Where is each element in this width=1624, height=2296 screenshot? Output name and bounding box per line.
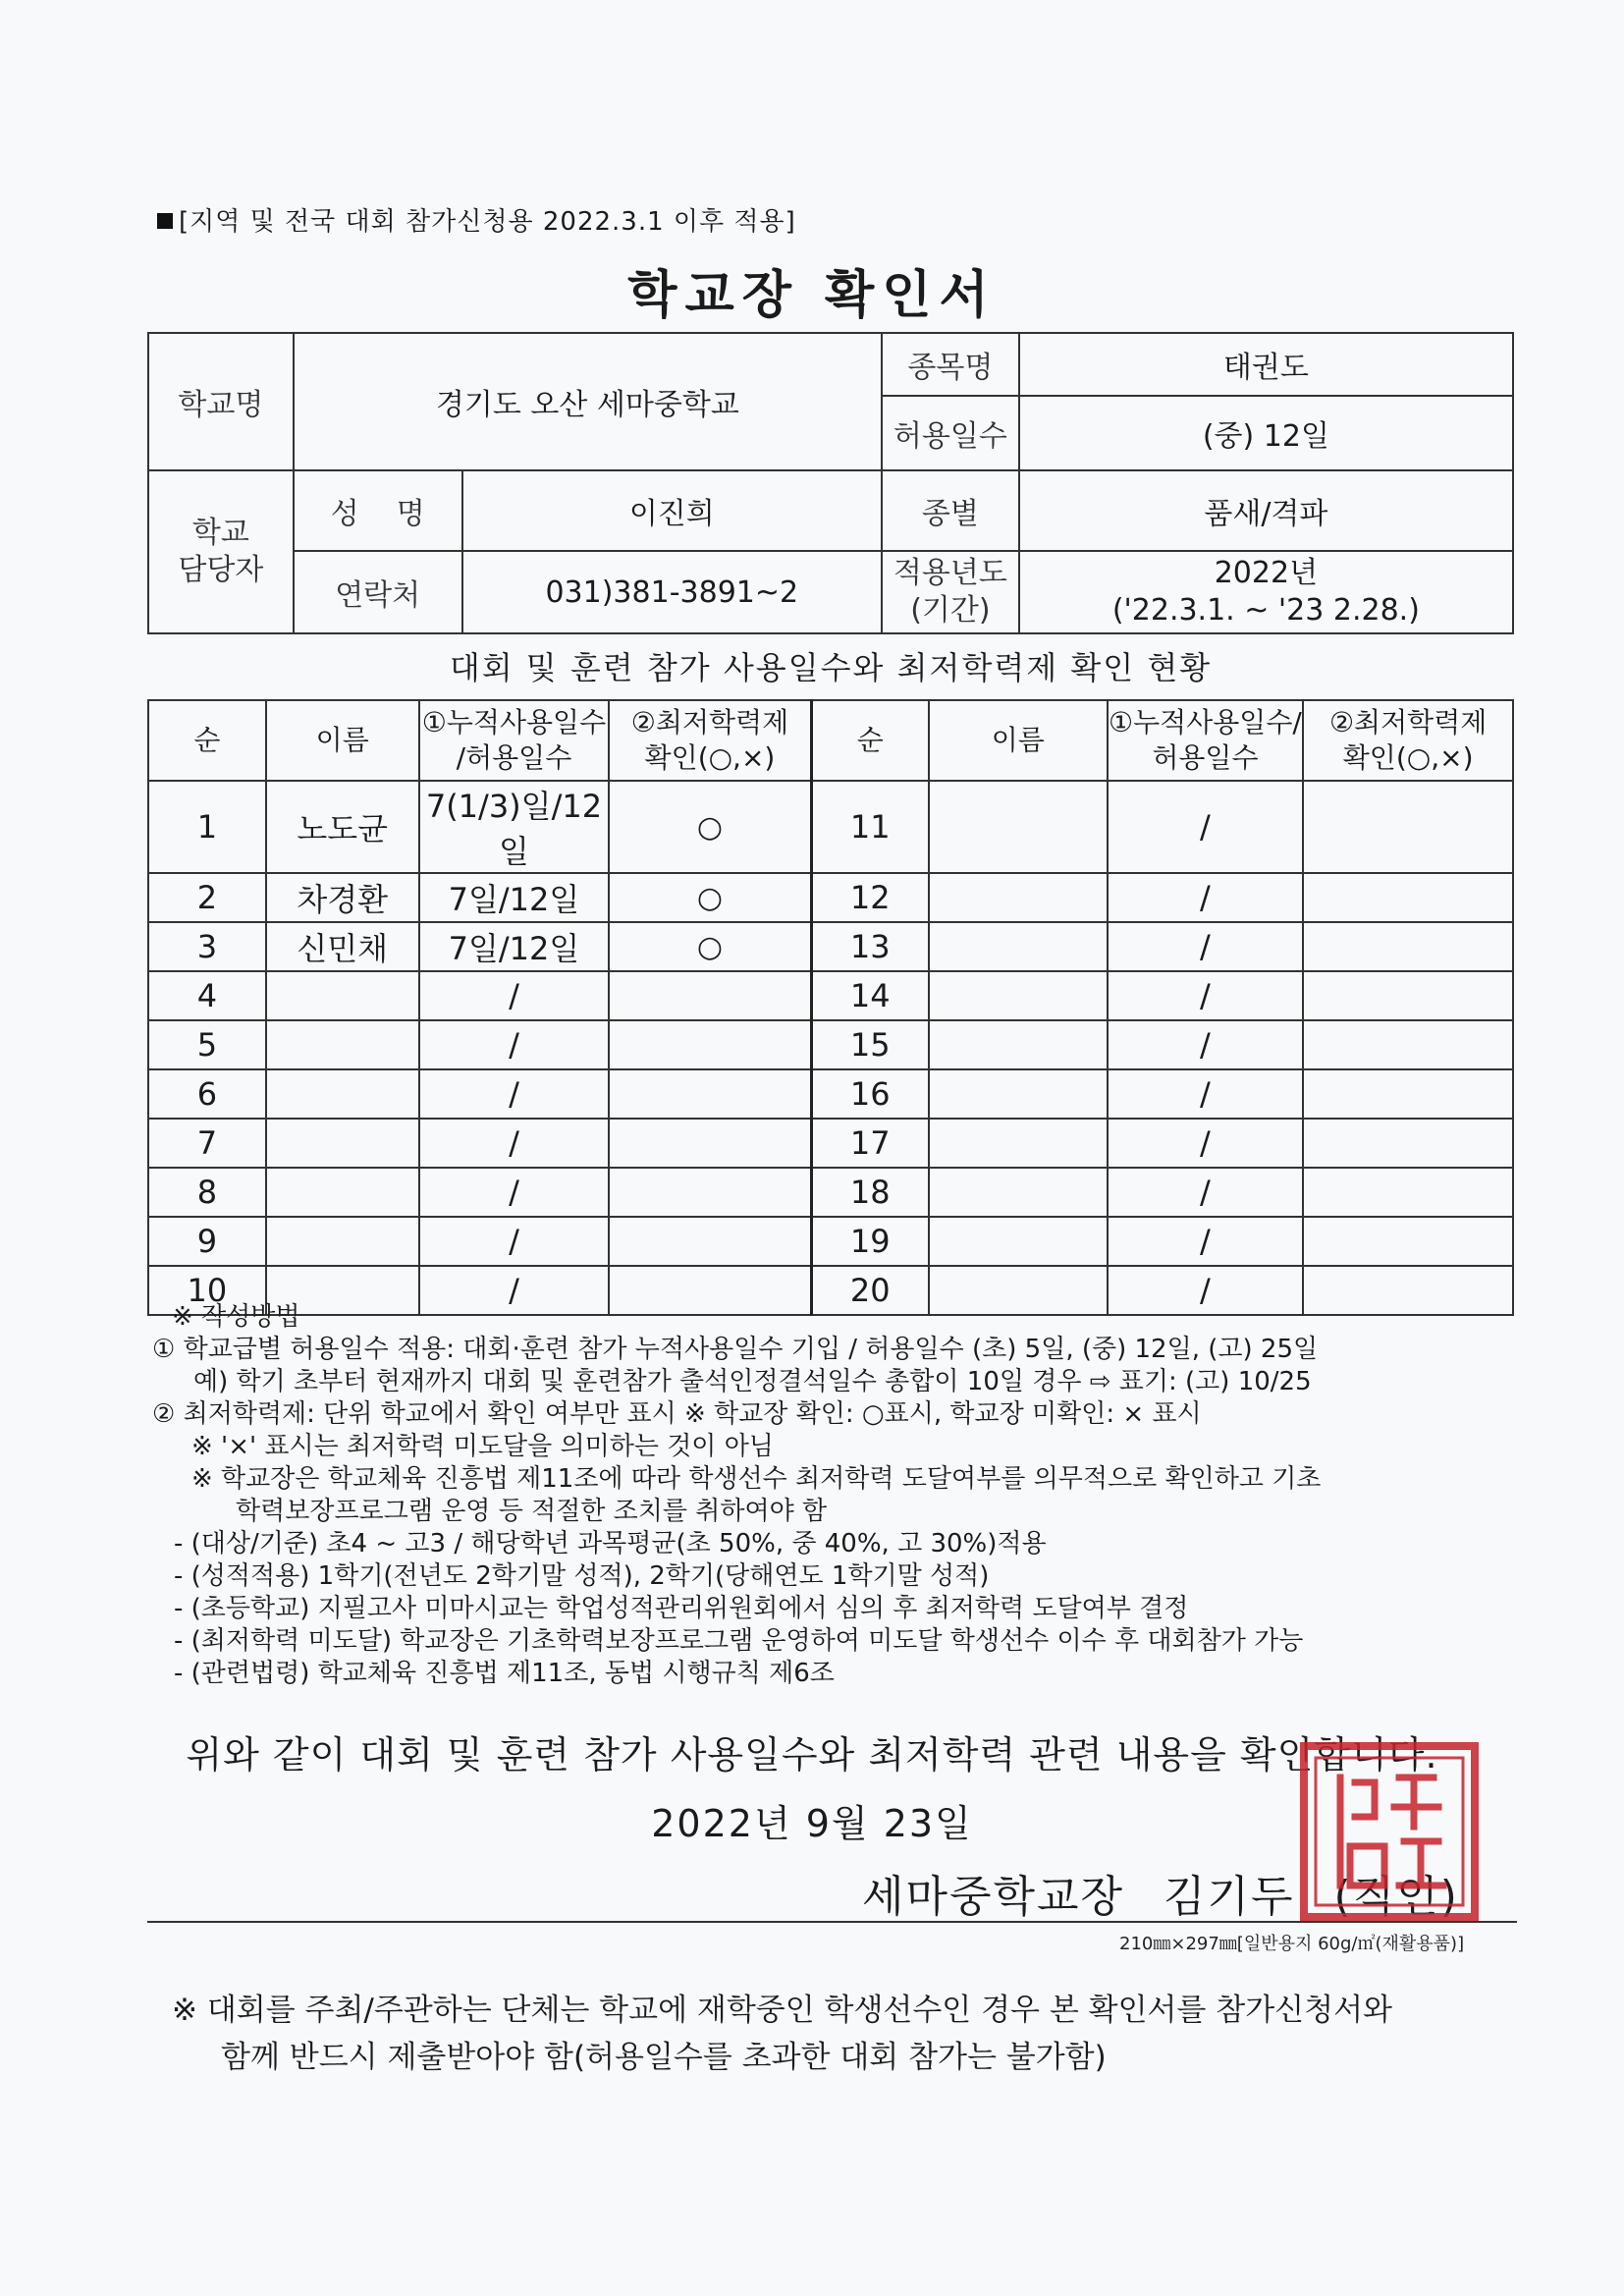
min-academic-check bbox=[609, 1069, 811, 1119]
used-days: / bbox=[419, 1119, 610, 1168]
sport-label: 종목명 bbox=[882, 333, 1019, 396]
signer-school: 세마중학교장 bbox=[862, 1872, 1125, 1922]
note-item: ① 학교급별 허용일수 적용: 대회·훈련 참가 누적사용일수 기입 / 허용일수 (초) 5일, (중) 12일, (고) 25일 bbox=[152, 1335, 1319, 1364]
student-name bbox=[929, 1119, 1108, 1168]
row-number: 3 bbox=[148, 922, 266, 971]
used-days: / bbox=[419, 1069, 610, 1119]
header-name: 이름 bbox=[266, 700, 419, 781]
student-name bbox=[266, 1168, 419, 1217]
note-item: ② 최저학력제: 단위 학교에서 확인 여부만 표시 ※ 학교장 확인: ○표시, 학교장 미확인: × 표시 bbox=[152, 1399, 1202, 1429]
paper-spec: 210㎜×297㎜[일반용지 60g/㎡(재활용품)] bbox=[1119, 1934, 1465, 1954]
contact-value: 031)381-3891~2 bbox=[462, 551, 882, 633]
row-number: 10 bbox=[148, 1266, 266, 1315]
category-value: 품새/격파 bbox=[1019, 470, 1513, 551]
used-days: / bbox=[1108, 1168, 1304, 1217]
min-academic-check bbox=[1303, 873, 1513, 922]
student-name bbox=[266, 1020, 419, 1069]
used-days: / bbox=[1108, 781, 1304, 873]
min-academic-check bbox=[609, 1217, 811, 1266]
footer-line-2: 함께 반드시 제출받아야 함(허용일수를 초과한 대회 참가는 불가함) bbox=[221, 2040, 1107, 2075]
student-name: 차경환 bbox=[266, 873, 419, 922]
min-academic-check bbox=[1303, 922, 1513, 971]
student-name bbox=[929, 781, 1108, 873]
row-number: 12 bbox=[811, 873, 929, 922]
min-academic-check bbox=[1303, 1217, 1513, 1266]
student-name bbox=[929, 1168, 1108, 1217]
footer-divider bbox=[147, 1921, 1517, 1923]
min-academic-check: ○ bbox=[609, 781, 811, 873]
used-days: 7(1/3)일/12일 bbox=[419, 781, 610, 873]
note-item: ※ 학교장은 학교체육 진흥법 제11조에 따라 학생선수 최저학력 도달여부를 의무적으로 확인하고 기초 bbox=[191, 1464, 1322, 1494]
manager-name: 이진희 bbox=[462, 470, 882, 551]
info-table bbox=[147, 332, 1514, 634]
allowed-days-value: (중) 12일 bbox=[1019, 396, 1513, 470]
sport-value: 태권도 bbox=[1019, 333, 1513, 396]
min-academic-check bbox=[609, 1119, 811, 1168]
category-label: 종별 bbox=[882, 470, 1019, 551]
row-number: 18 bbox=[811, 1168, 929, 1217]
min-academic-check bbox=[1303, 1020, 1513, 1069]
used-days: / bbox=[1108, 922, 1304, 971]
used-days: / bbox=[419, 971, 610, 1020]
school-name: 경기도 오산 세마중학교 bbox=[294, 333, 882, 470]
name-label: 성 명 bbox=[294, 470, 462, 551]
used-days: / bbox=[419, 1266, 610, 1315]
row-number: 20 bbox=[811, 1266, 929, 1315]
row-number: 8 bbox=[148, 1168, 266, 1217]
issue-date: 2022년 9월 23일 bbox=[651, 1802, 973, 1845]
table-row bbox=[148, 1217, 1513, 1266]
header-note: [지역 및 전국 대회 참가신청용 2022.3.1 이후 적용] bbox=[157, 201, 796, 238]
school-label: 학교명 bbox=[148, 333, 294, 470]
min-academic-check: ○ bbox=[609, 922, 811, 971]
confirmation-statement: 위와 같이 대회 및 훈련 참가 사용일수와 최저학력 관련 내용을 확인합니다. bbox=[186, 1733, 1438, 1777]
note-item: 학력보장프로그램 운영 등 적절한 조치를 취하여야 함 bbox=[236, 1497, 828, 1526]
min-academic-check bbox=[1303, 1119, 1513, 1168]
student-name bbox=[929, 1217, 1108, 1266]
student-name bbox=[266, 1069, 419, 1119]
min-academic-check: ○ bbox=[609, 873, 811, 922]
row-number: 19 bbox=[811, 1217, 929, 1266]
table-row bbox=[148, 922, 1513, 971]
row-number: 2 bbox=[148, 873, 266, 922]
min-academic-check bbox=[1303, 781, 1513, 873]
min-academic-check bbox=[609, 1168, 811, 1217]
header-no: 순 bbox=[148, 700, 266, 781]
allowed-days-label: 허용일수 bbox=[882, 396, 1019, 470]
used-days: 7일/12일 bbox=[419, 873, 610, 922]
seal-mark-label: (직인) bbox=[1333, 1872, 1459, 1922]
min-academic-check bbox=[1303, 971, 1513, 1020]
used-days: / bbox=[1108, 1020, 1304, 1069]
student-name bbox=[929, 922, 1108, 971]
table-row bbox=[148, 1119, 1513, 1168]
used-days: / bbox=[1108, 873, 1304, 922]
footer-line-1: ※ 대회를 주최/주관하는 단체는 학교에 재학중인 학생선수인 경우 본 확인서를 참가신청서와 bbox=[172, 1993, 1392, 2028]
participation-table bbox=[147, 699, 1514, 1316]
header-min-academic: ②최저학력제 확인(○,×) bbox=[609, 700, 811, 781]
table-row bbox=[148, 971, 1513, 1020]
row-number: 5 bbox=[148, 1020, 266, 1069]
used-days: 7일/12일 bbox=[419, 922, 610, 971]
table-row bbox=[148, 1020, 1513, 1069]
period-label: 적용년도 (기간) bbox=[882, 551, 1019, 633]
note-item: ※ '×' 표시는 최저학력 미도달을 의미하는 것이 아님 bbox=[191, 1432, 774, 1461]
used-days: / bbox=[1108, 1119, 1304, 1168]
student-name bbox=[929, 873, 1108, 922]
student-name bbox=[266, 1217, 419, 1266]
used-days: / bbox=[1108, 1217, 1304, 1266]
used-days: / bbox=[1108, 971, 1304, 1020]
note-item: - (대상/기준) 초4 ~ 고3 / 해당학년 과목평균(초 50%, 중 40%, 고 30%)적용 bbox=[174, 1529, 1047, 1558]
student-name: 노도균 bbox=[266, 781, 419, 873]
row-number: 9 bbox=[148, 1217, 266, 1266]
contact-label: 연락처 bbox=[294, 551, 462, 633]
square-bullet-icon bbox=[157, 213, 173, 229]
min-academic-check bbox=[609, 1020, 811, 1069]
period-value: 2022년 ('22.3.1. ~ '23 2.28.) bbox=[1019, 551, 1513, 633]
document-title: 학교장 확인서 bbox=[627, 266, 997, 325]
notes-heading: ※ 작성방법 bbox=[172, 1302, 300, 1332]
min-academic-check bbox=[609, 971, 811, 1020]
used-days: / bbox=[1108, 1069, 1304, 1119]
header-no-right: 순 bbox=[811, 700, 929, 781]
manager-label: 학교 담당자 bbox=[148, 470, 294, 633]
used-days: / bbox=[419, 1020, 610, 1069]
student-name bbox=[929, 1020, 1108, 1069]
min-academic-check bbox=[1303, 1168, 1513, 1217]
table-row bbox=[148, 1069, 1513, 1119]
section-title: 대회 및 훈련 참가 사용일수와 최저학력제 확인 현황 bbox=[449, 649, 1213, 686]
header-min-academic-right: ②최저학력제 확인(○,×) bbox=[1303, 700, 1513, 781]
student-name bbox=[266, 1119, 419, 1168]
row-number: 11 bbox=[811, 781, 929, 873]
student-name bbox=[266, 971, 419, 1020]
row-number: 1 bbox=[148, 781, 266, 873]
student-name: 신민채 bbox=[266, 922, 419, 971]
used-days: / bbox=[419, 1217, 610, 1266]
note-item: 예) 학기 초부터 현재까지 대회 및 훈련참가 출석인정결석일수 총합이 10일 경우 ⇨ 표기: (고) 10/25 bbox=[193, 1367, 1312, 1396]
table-row bbox=[148, 781, 1513, 873]
row-number: 16 bbox=[811, 1069, 929, 1119]
footer-notice bbox=[172, 1987, 1546, 2081]
header-days-right: ①누적사용일수/ 허용일수 bbox=[1108, 700, 1304, 781]
table-header-row bbox=[148, 700, 1513, 781]
row-number: 17 bbox=[811, 1119, 929, 1168]
note-item: - (관련법령) 학교체육 진흥법 제11조, 동법 시행규칙 제6조 bbox=[174, 1659, 835, 1688]
instructions bbox=[152, 1301, 1527, 1690]
header-days: ①누적사용일수 /허용일수 bbox=[419, 700, 610, 781]
signer-name: 김기두 bbox=[1164, 1872, 1295, 1922]
note-item: - (초등학교) 지필고사 미마시교는 학업성적관리위원회에서 심의 후 최저학력 도달여부 결정 bbox=[174, 1594, 1189, 1623]
row-number: 13 bbox=[811, 922, 929, 971]
table-row bbox=[148, 1168, 1513, 1217]
note-item: - (성적적용) 1학기(전년도 2학기말 성적), 2학기(당해연도 1학기말 성적) bbox=[174, 1561, 990, 1591]
student-name bbox=[929, 971, 1108, 1020]
row-number: 15 bbox=[811, 1020, 929, 1069]
row-number: 6 bbox=[148, 1069, 266, 1119]
school-seal-stamp bbox=[1296, 1738, 1483, 1925]
table-row bbox=[148, 873, 1513, 922]
header-name-right: 이름 bbox=[929, 700, 1108, 781]
row-number: 4 bbox=[148, 971, 266, 1020]
note-item: - (최저학력 미도달) 학교장은 기초학력보장프로그램 운영하여 미도달 학생선수 이수 후 대회참가 가능 bbox=[174, 1626, 1304, 1656]
row-number: 7 bbox=[148, 1119, 266, 1168]
used-days: / bbox=[1108, 1266, 1304, 1315]
student-name bbox=[929, 1069, 1108, 1119]
used-days: / bbox=[419, 1168, 610, 1217]
row-number: 14 bbox=[811, 971, 929, 1020]
min-academic-check bbox=[1303, 1069, 1513, 1119]
